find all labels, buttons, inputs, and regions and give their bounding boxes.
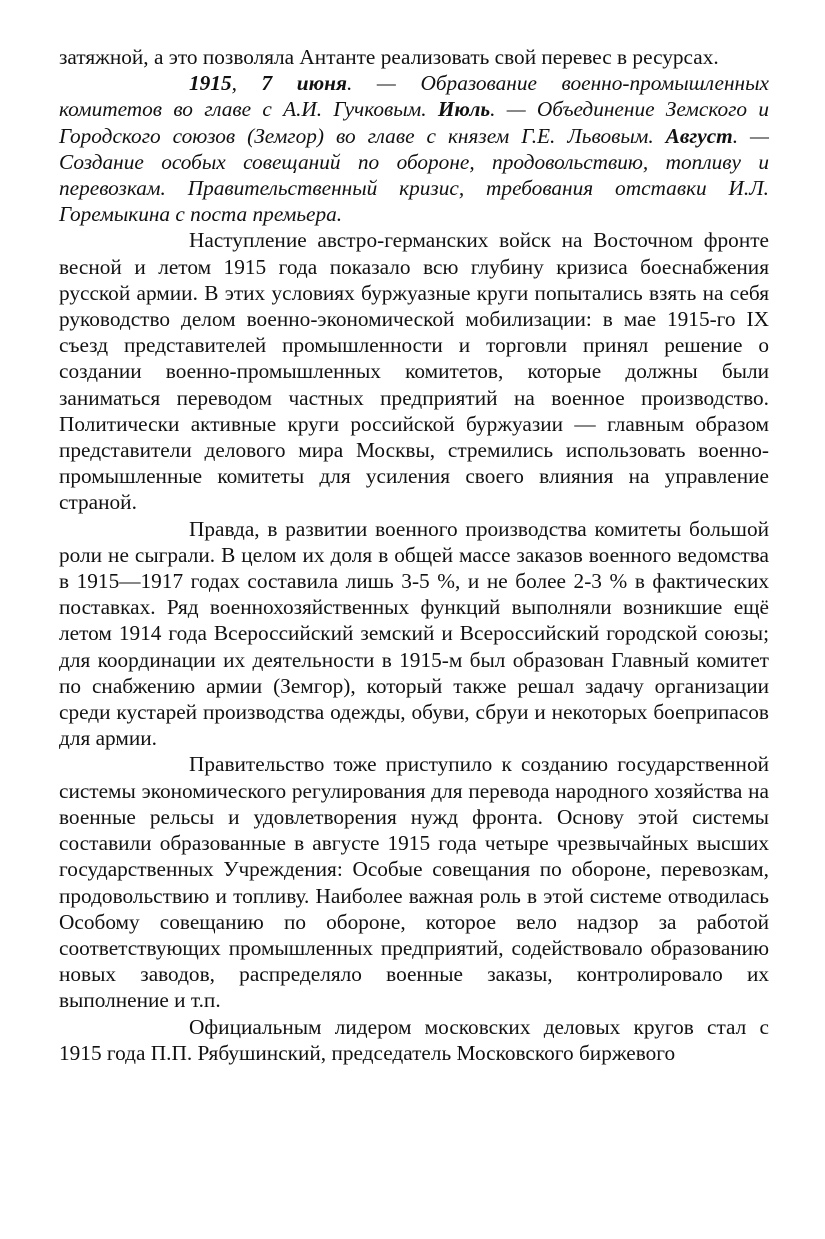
paragraph-government: Правительство тоже приступило к созданию государственной системы экономического регулирования для перевода народного хозяйства на военные рельсы и удовлетворения нужд фронта. Основу этой системы составили образованные в августе 1915 года четыре чрезвычайных высших государственных Учреждения: Особые совещания по обороне, перевозкам, продовольствию и топливу. Наиболее важная роль в этой системе отводилась Особому совещанию по обороне, которое вело надзор за работой соответствующих промышленных предприятий, содействовало образованию новых заводов, распределяло военные заказы, контролировало их выполнение и т.п.	[59, 752, 769, 1013]
chronicle-text-june: . — Образование военно-промышленных комитетов во главе с А.И. Гучковым.	[59, 71, 769, 122]
chronicle-month-july: Июль	[437, 97, 491, 122]
paragraph-continuation: затяжной, а это позволяла Антанте реализовать свой перевес в ресурсах.	[59, 45, 719, 69]
chronicle-month-august: Август	[665, 123, 733, 148]
chronicle-separator: ,	[231, 71, 262, 96]
chronicle-paragraph	[59, 70, 769, 227]
chronicle-text-july: . — Объединение Земского и Городского союзов (Земгор) во главе с князем Г.Е. Львовым.	[59, 97, 769, 148]
chronicle-date-june: 7 июня	[261, 71, 347, 96]
paragraph-committees: Правда, в развитии военного производства комитеты большой роли не сыграли. В целом их доля в общей массе заказов военного ведомства в 1915—1917 годах составила лишь 3-5 %, и не более 2-3 % в фактических поставках. Ряд военнохозяйственных функций выполняли возникшие ещё летом 1914 года Всероссийский земский и Всероссийский городской союзы; для координации их деятельности в 1915-м был образован Главный комитет по снабжению армии (Земгор), который также решал задачу организации среди кустарей производства одежды, обуви, сбруи и некоторых боеприпасов для армии.	[59, 516, 769, 751]
chronicle-text-august: . — Создание особых совещаний по обороне, продовольствию, топливу и перевозкам. Правительственный кризис, требования отставки И.Л. Горемыкина с поста премьера.	[59, 123, 769, 227]
paragraph-ryabushinsky: Официальным лидером московских деловых кругов стал с 1915 года П.П. Рябушинский, председатель Московского биржевого	[59, 1014, 769, 1065]
chronicle-year: 1915	[189, 71, 232, 96]
document-page	[59, 44, 769, 1066]
paragraph-offensive: Наступление австро-германских войск на Восточном фронте весной и летом 1915 года показало всю глубину кризиса боеснабжения русской армии. В этих условиях буржуазные круги попытались взять на себя руководство делом военно-экономической мобилизации: в мае 1915-го IX съезд представителей промышленности и торговли принял решение о создании военно-промышленных комитетов, которые должны были заниматься переводом частных предприятий на военное производство. Политически активные круги российской буржуазии — главным образом представители делового мира Москвы, стремились использовать военно-промышленные комитеты для усиления своего влияния на управление страной.	[59, 228, 769, 515]
